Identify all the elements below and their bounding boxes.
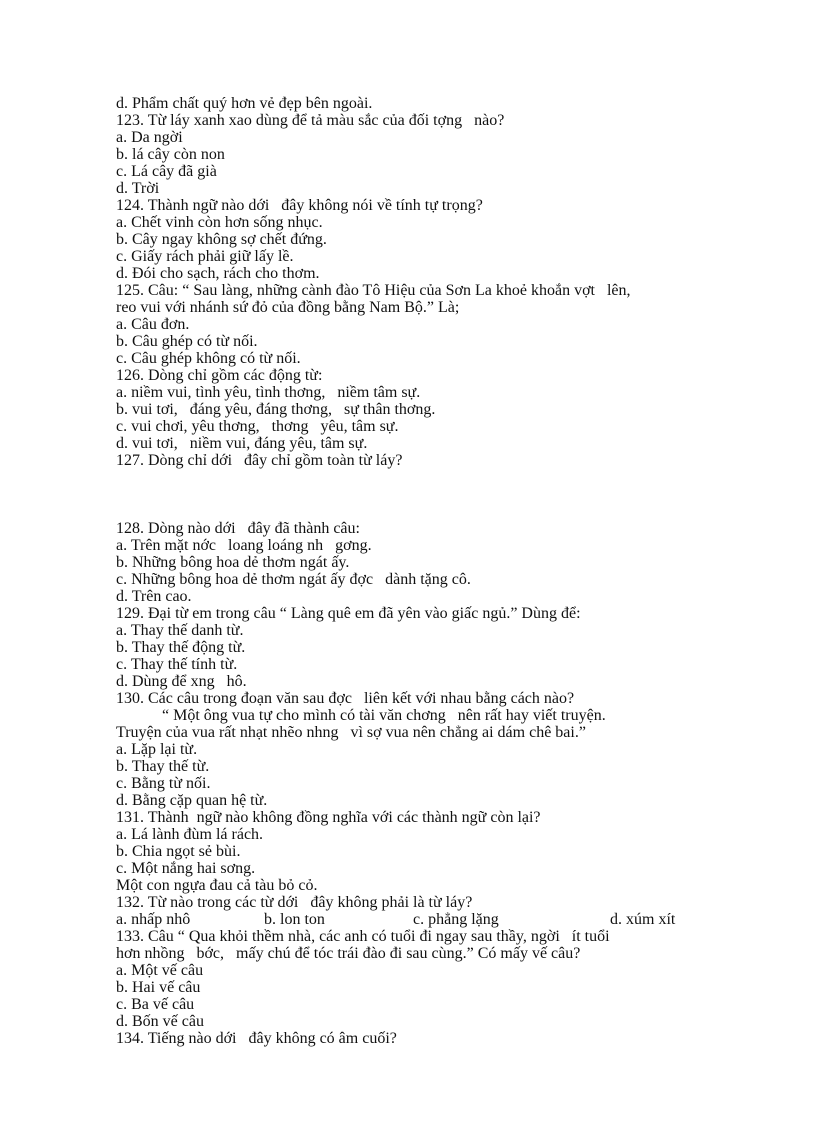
questions-122-127 [116,95,736,469]
blank-space [116,469,736,520]
answer-option: c. phẳng lặng [413,911,499,928]
answer-option: c. Giấy rách phải giữ lấy lề. [116,248,294,265]
question-125: 125. Câu: “ Sau làng, những cành đào Tô Hiệu của Sơn La khoẻ khoắn vợt lên, [116,282,631,299]
questions-130-132 [116,724,736,928]
question-134: 134. Tiếng nào dới đây không có âm cuối? [116,1030,397,1047]
question-132-options [116,911,736,928]
question-125-cont: reo vui với nhánh sứ đỏ của đồng bằng Nam Bộ.” Là; [116,299,460,316]
answer-option: c. Câu ghép không có từ nối. [116,350,301,367]
answer-option: d. Bằng cặp quan hệ từ. [116,792,268,809]
question-123: 123. Từ láy xanh xao dùng để tả màu sắc của đối tợng nào? [116,112,505,129]
answer-option: c. Một nắng hai sơng. [116,860,256,877]
answer-option: d. Trên cao. [116,588,192,605]
answer-option: b. Những bông hoa dẻ thơm ngát ấy. [116,554,350,571]
answer-option: a. Trên mặt nớc loang loáng nh gơng. [116,537,372,554]
answer-option: a. nhấp nhô [116,911,191,928]
answer-option: a. Da ngời [116,129,183,146]
questions-133-134 [116,928,736,1047]
answer-option: a. Chết vinh còn hơn sống nhục. [116,214,323,231]
document-page [116,95,736,1047]
question-133-cont: hơn nhồng bớc, mấy chú để tóc trái đào đi sau cùng.” Có mấy vế câu? [116,945,581,962]
question-132: 132. Từ nào trong các từ dới đây không phải là từ láy? [116,894,473,911]
questions-128-130 [116,520,736,724]
answer-option: d. Bốn vế câu [116,1013,204,1030]
question-133: 133. Câu “ Qua khỏi thềm nhà, các anh có tuổi đi ngay sau thầy, ngời ít tuổi [116,928,610,945]
answer-option: c. vui chơi, yêu thơng, thơng yêu, tâm sự. [116,418,399,435]
answer-option: b. Hai vế câu [116,979,201,996]
answer-option: d. xúm xít [610,911,676,928]
answer-option: d. Dùng để xng hô. [116,673,247,690]
answer-option: c. Thay thế tính từ. [116,656,238,673]
answer-option: Một con ngựa đau cả tàu bỏ cỏ. [116,877,318,894]
text-line: d. Phẩm chất quý hơn vẻ đẹp bên ngoài. [116,95,373,112]
answer-option: b. vui tơi, đáng yêu, đáng thơng, sự thân thơng. [116,401,436,418]
answer-option: c. Bằng từ nối. [116,775,211,792]
answer-option: a. Thay thế danh từ. [116,622,244,639]
answer-option: a. Câu đơn. [116,316,190,333]
question-124: 124. Thành ngữ nào dới đây không nói về tính tự trọng? [116,197,483,214]
answer-option: b. lá cây còn non [116,146,225,163]
question-129: 129. Đại từ em trong câu “ Làng quê em đã yên vào giấc ngủ.” Dùng để: [116,605,581,622]
answer-option: d. Trời [116,180,160,197]
question-128: 128. Dòng nào dới đây đã thành câu: [116,520,360,537]
answer-option: b. Cây ngay không sợ chết đứng. [116,231,327,248]
answer-option: b. Chia ngọt sẻ bùi. [116,843,241,860]
question-126: 126. Dòng chỉ gồm các động từ: [116,367,323,384]
quote-line-cont: Truyện của vua rất nhạt nhẽo nhng vì sợ vua nên chẳng ai dám chê bai.” [116,724,586,741]
answer-option: d. vui tơi, niềm vui, đáng yêu, tâm sự. [116,435,368,452]
answer-option: a. Lặp lại từ. [116,741,198,758]
answer-option: b. Thay thế từ. [116,758,210,775]
answer-option: c. Ba vế câu [116,996,195,1013]
answer-option: c. Lá cây đã già [116,163,217,180]
answer-option: a. niềm vui, tình yêu, tình thơng, niềm tâm sự. [116,384,421,401]
question-130: 130. Các câu trong đoạn văn sau đợc liên kết với nhau bằng cách nào? [116,690,575,707]
answer-option: d. Đói cho sạch, rách cho thơm. [116,265,320,282]
answer-option: b. Thay thế động từ. [116,639,246,656]
question-127: 127. Dòng chỉ dới đây chỉ gồm toàn từ láy? [116,452,403,469]
answer-option: c. Những bông hoa dẻ thơm ngát ấy đợc dành tặng cô. [116,571,471,588]
answer-option: b. lon ton [264,911,325,928]
question-131: 131. Thành ngữ nào không đồng nghĩa với các thành ngữ còn lại? [116,809,541,826]
answer-option: b. Câu ghép có từ nối. [116,333,258,350]
quote-line: “ Một ông vua tự cho mình có tài văn chơng nên rất hay viết truyện. [162,707,606,724]
answer-option: a. Lá lành đùm lá rách. [116,826,264,843]
answer-option: a. Một vế câu [116,962,204,979]
